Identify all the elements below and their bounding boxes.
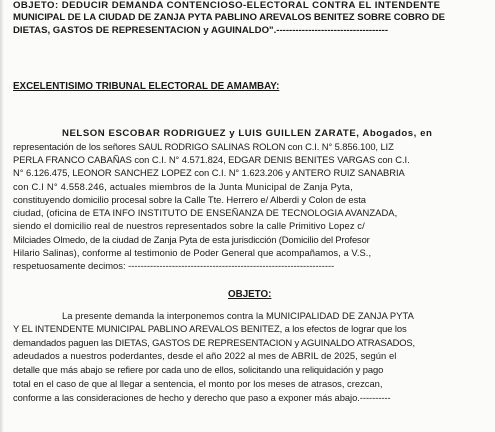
intro-line-8: siendo el domicilio real de nuestros representados sobre la calle Primitivo Lopez c/ [13, 220, 365, 231]
intro-line-4: N° 6.126.475, LEONOR SANCHEZ LOPEZ con C.I. N° 1.623.206 y ANTERO RUIZ SANABRIA [13, 167, 405, 178]
section-title-objeto: OBJETO: [228, 289, 272, 300]
objeto-line-4: adeudados a nuestros poderdantes, desde el año 2022 al mes de ABRIL de 2025, según el [13, 350, 397, 361]
objeto-line-6: total en el caso de que al llegar a sentencia, el monto por los meses de atrasos, crezcan, [13, 378, 383, 389]
intro-line-6: constituyendo domicilio procesal sobre la Calle Tte. Herrero e/ Alberdi y Colon de esta [13, 194, 366, 205]
paper-edge [0, 0, 4, 432]
objeto-line-7: conforme a las consideraciones de hecho y derecho que paso a exponer más abajo.---------- [13, 392, 391, 403]
objeto-line-2: Y EL INTENDENTE MUNICIPAL PABLINO AREVALOS BENITEZ, a los efectos de lograr que los [13, 323, 407, 334]
intro-line-1: NELSON ESCOBAR RODRIGUEZ y LUIS GUILLEN ZARATE, Abogados, en [62, 128, 433, 139]
intro-line-10: Hilario Salinas), conforme al testimonio de Poder General que acompañamos, a V.S., [13, 247, 372, 258]
objeto-line-3: demandados paguen las DIETAS, GASTOS DE REPRESENTACION y AGUINALDO ATRASADOS, [13, 337, 415, 348]
objeto-line-1: La presente demanda la interponemos contra la MUNICIPALIDAD DE ZANJA PYTA [62, 310, 414, 321]
addressee: EXCELENTISIMO TRIBUNAL ELECTORAL DE AMAMBAY: [13, 81, 280, 92]
objeto-line-5: detalle que más abajo se refiere por cada uno de ellos, solicitando una reliquidación y pago [13, 364, 384, 375]
header-line-1: OBJETO: DEDUCIR DEMANDA CONTENCIOSO-ELECTORAL CONTRA EL INTENDENTE [13, 0, 441, 11]
intro-line-11: respetuosamente decimos: ------------------------------------------------------------------ [13, 260, 335, 271]
intro-line-5: con C.I N° 4.558.246, actuales miembros de la Junta Municipal de Zanja Pyta, [13, 181, 353, 192]
intro-line-9: Milciades Olmedo, de la ciudad de Zanja Pyta de esta jurisdicción (Domicilio del Profesor [13, 234, 370, 245]
intro-line-7: ciudad, (oficina de ETA INFO INSTITUTO DE ENSEÑANZA DE TECNOLOGIA AVANZADA, [13, 207, 398, 218]
header-line-2: MUNICIPAL DE LA CIUDAD DE ZANJA PYTA PABLINO AREVALOS BENITEZ SOBRE COBRO DE [13, 12, 446, 23]
intro-line-3: PERLA FRANCO CABAÑAS con C.I. N° 4.571.824, EDGAR DENIS BENITES VARGAS con C.I. [13, 154, 410, 165]
header-line-3: DIETAS, GASTOS DE REPRESENTACION y AGUINALDO".----------------------------------- [13, 25, 389, 36]
intro-line-2: representación de los señores SAUL RODRIGO SALINAS ROLON con C.I. N° 5.856.100, LIZ [13, 141, 394, 152]
